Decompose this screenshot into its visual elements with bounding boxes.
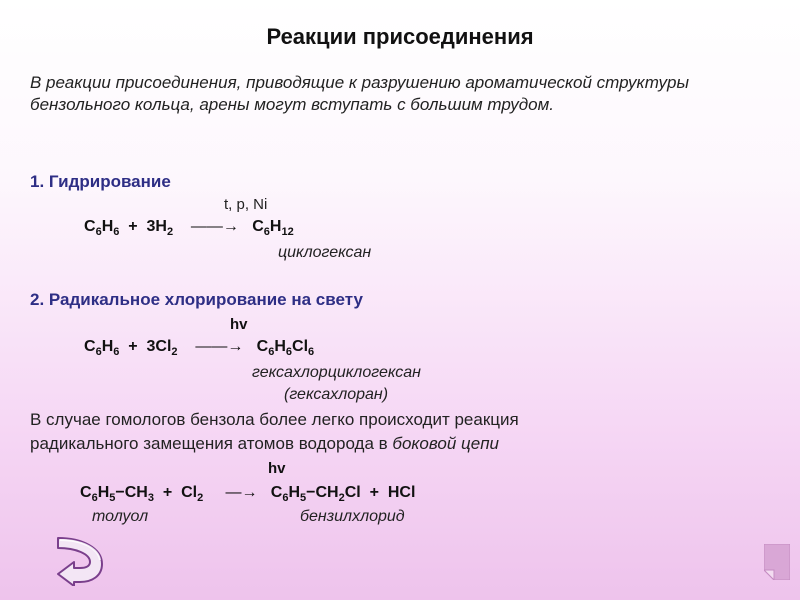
homolog-text-line-2: радикального замещения атомов водорода в боковой цепи <box>30 434 500 453</box>
page-corner-icon[interactable] <box>764 544 790 580</box>
page-title: Реакции присоединения <box>266 24 534 49</box>
equation-toluene-chlorination: $C_6H_5-CH_3 + Cl_2$ —→ $C_6H_5-CH_2Cl$ + HCl <box>80 484 416 505</box>
reaction-conditions: hv <box>230 316 248 333</box>
reaction-conditions: hv <box>268 460 286 477</box>
equation-hydrogenation: $C_6H_6 + 3H_2$ ——→ $C_6H_{12}$ <box>84 218 294 239</box>
section-heading-hydrogenation: 1. Гидрирование <box>30 172 171 191</box>
intro-paragraph: В реакции присоединения, приводящие к разрушению ароматической структуры бензольного кольца, арены могут вступать с большим трудом. <box>30 73 689 114</box>
product-alt-name: (гексахлоран) <box>284 386 389 403</box>
product-name: гексахлорциклогексан <box>252 364 421 381</box>
equation-chlorination: $C_6H_6 + 3Cl_2$ ——→ $C_6H_6Cl_6$ <box>84 338 315 359</box>
homolog-text-line-1: В случае гомологов бензола более легко происходит реакция <box>30 410 519 429</box>
reactant-name: толуол <box>92 508 149 525</box>
product-name: циклогексан <box>278 244 372 261</box>
product-name: бензилхлорид <box>300 508 405 525</box>
back-arrow-icon[interactable] <box>52 534 108 591</box>
section-heading-chlorination: 2. Радикальное хлорирование на свету <box>30 290 363 309</box>
reaction-conditions: t, p, Ni <box>224 196 268 213</box>
